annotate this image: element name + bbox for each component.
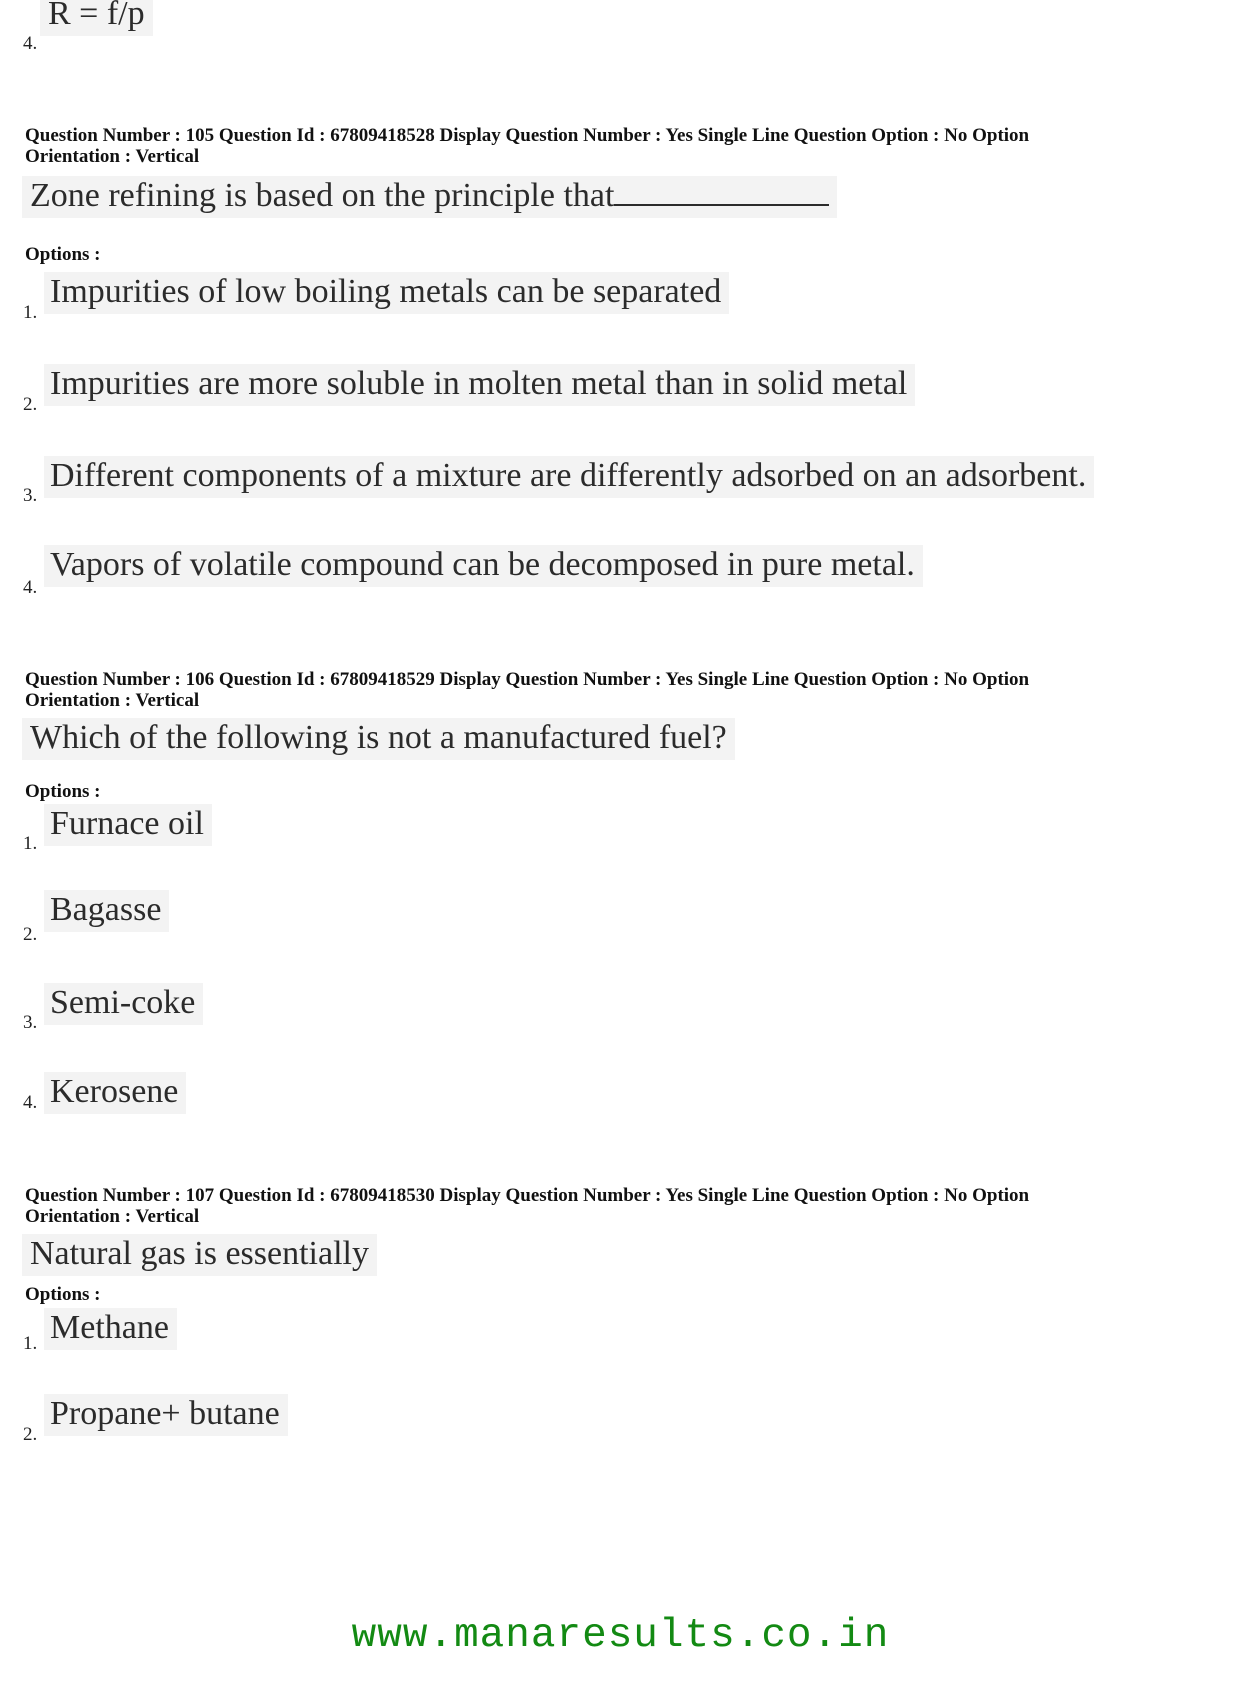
question-106-options-label: Options : xyxy=(25,781,101,802)
question-107-meta xyxy=(25,1185,1215,1227)
question-105-option-4-number: 4. xyxy=(23,577,38,598)
question-106-text: Which of the following is not a manufactured fuel? xyxy=(22,718,735,760)
question-105-option-3-number: 3. xyxy=(23,485,38,506)
question-105-option-2-number: 2. xyxy=(23,394,38,415)
question-105-option-2: Impurities are more soluble in molten metal than in solid metal xyxy=(44,364,915,406)
question-105-meta xyxy=(25,125,1215,167)
prev-option-4-formula: R = f/p xyxy=(40,0,153,36)
question-105-text-content: Zone refining is based on the principle that xyxy=(30,177,615,214)
question-106-meta-line1: Question Number : 106 Question Id : 67809418529 Display Question Number : Yes Single Line Question Option : No Option xyxy=(25,669,1030,690)
footer-watermark: www.manaresults.co.in xyxy=(351,1613,890,1659)
question-106-option-1-number: 1. xyxy=(23,833,38,854)
question-107-meta-line2: Orientation : Vertical xyxy=(25,1206,200,1227)
question-107-option-1-number: 1. xyxy=(23,1333,38,1354)
question-105-meta-line2: Orientation : Vertical xyxy=(25,146,200,167)
question-105-option-3: Different components of a mixture are differently adsorbed on an adsorbent. xyxy=(44,456,1094,498)
question-105-meta-line1: Question Number : 105 Question Id : 67809418528 Display Question Number : Yes Single Line Question Option : No Option xyxy=(25,125,1030,146)
fill-in-blank-line xyxy=(614,176,829,206)
question-106-option-2: Bagasse xyxy=(44,890,169,932)
question-107-meta-line1: Question Number : 107 Question Id : 67809418530 Display Question Number : Yes Single Line Question Option : No Option xyxy=(25,1185,1030,1206)
question-105-options-label: Options : xyxy=(25,244,101,265)
question-106-meta-line2: Orientation : Vertical xyxy=(25,690,200,711)
question-106-option-2-number: 2. xyxy=(23,924,38,945)
prev-option-4-number: 4. xyxy=(23,33,38,54)
question-106-meta xyxy=(25,669,1215,711)
question-106-option-3-number: 3. xyxy=(23,1012,38,1033)
question-106-option-4: Kerosene xyxy=(44,1072,186,1114)
question-105-option-1-number: 1. xyxy=(23,302,38,323)
question-107-text: Natural gas is essentially xyxy=(22,1234,377,1276)
question-106-option-1: Furnace oil xyxy=(44,804,212,846)
question-106-option-3: Semi-coke xyxy=(44,983,203,1025)
question-107-option-2-number: 2. xyxy=(23,1424,38,1445)
question-107-option-1: Methane xyxy=(44,1308,177,1350)
question-106-option-4-number: 4. xyxy=(23,1092,38,1113)
question-107-option-2: Propane+ butane xyxy=(44,1394,288,1436)
question-105-text xyxy=(22,176,837,218)
question-107-options-label: Options : xyxy=(25,1284,101,1305)
question-105-option-4: Vapors of volatile compound can be decomposed in pure metal. xyxy=(44,545,923,587)
question-105-option-1: Impurities of low boiling metals can be separated xyxy=(44,272,729,314)
